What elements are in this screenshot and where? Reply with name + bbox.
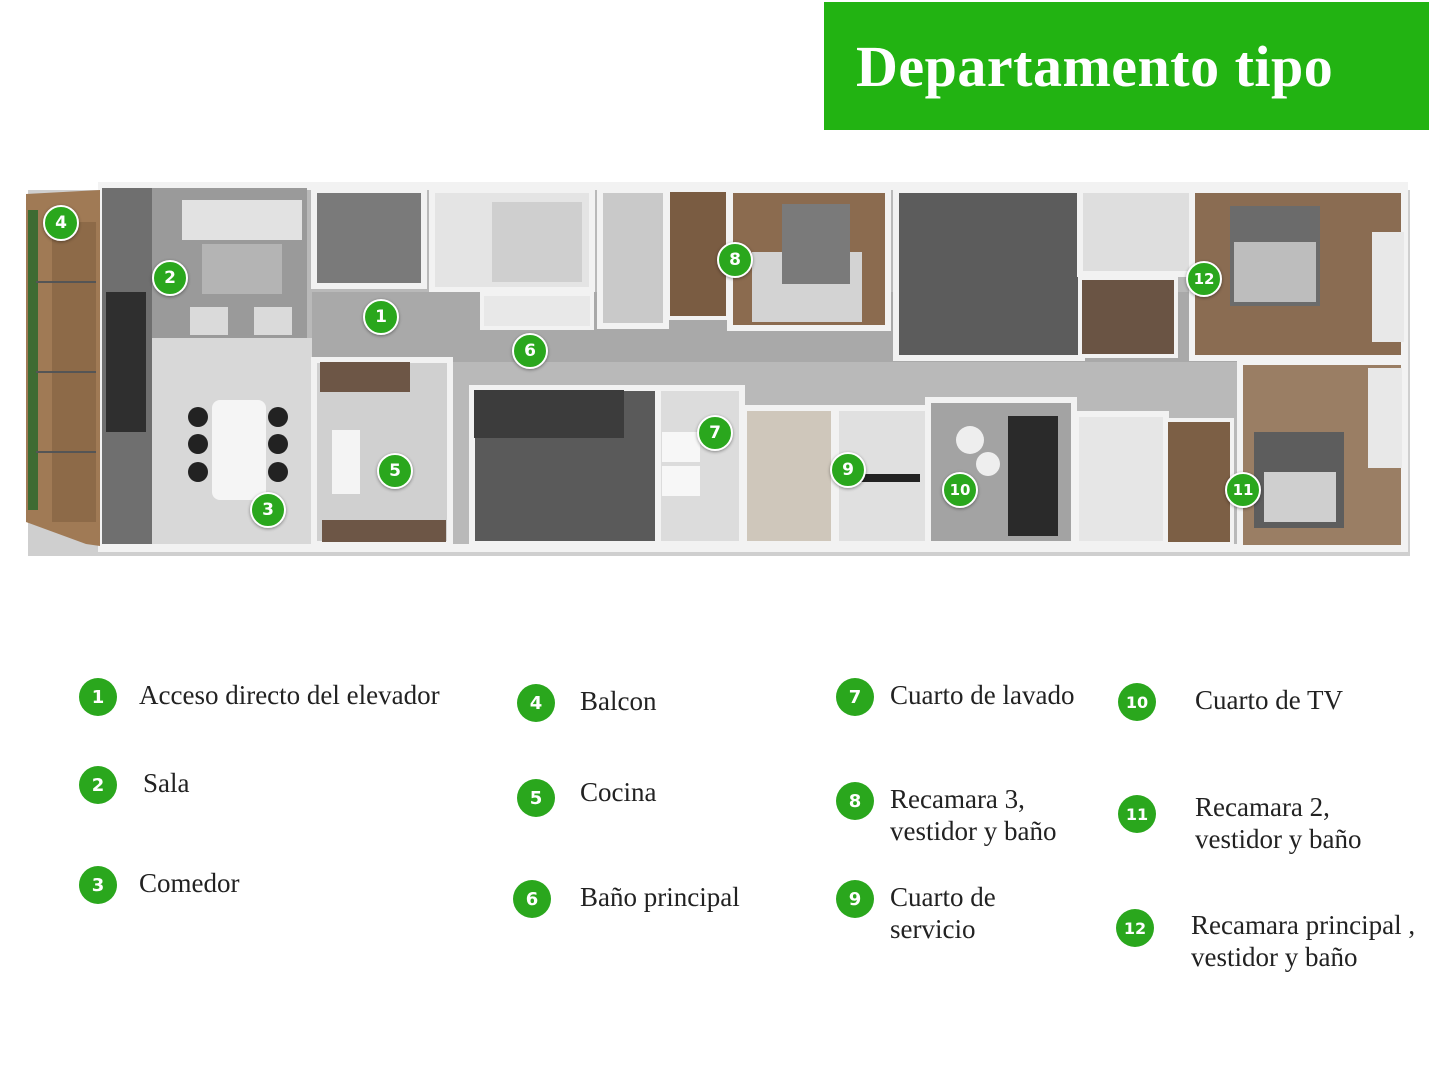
plan-marker-8: 8: [717, 242, 753, 278]
plan-marker-6: 6: [512, 333, 548, 369]
legend-badge: 5: [517, 779, 555, 817]
legend-badge: 6: [513, 880, 551, 918]
plan-marker-7: 7: [697, 415, 733, 451]
plan-marker-4: 4: [43, 205, 79, 241]
legend-badge: 7: [836, 678, 874, 716]
legend-label: Acceso directo del elevador: [139, 680, 440, 710]
legend-item-7: [836, 678, 1074, 716]
legend-item-1: [79, 678, 440, 716]
legend-badge: 10: [1118, 683, 1156, 721]
legend-item-10: [1118, 683, 1343, 721]
legend-label: Cocina: [580, 777, 657, 807]
legend-badge: 2: [79, 766, 117, 804]
legend-label: Sala: [143, 768, 190, 798]
legend-label: Cuarto de servicio: [890, 882, 996, 944]
plan-marker-12: 12: [1186, 261, 1222, 297]
legend-item-9: [836, 880, 996, 945]
legend-label: Cuarto de lavado: [890, 680, 1075, 710]
plan-marker-11: 11: [1225, 472, 1261, 508]
legend-label: Recamara principal , vestidor y baño: [1191, 910, 1416, 972]
legend-item-5: [517, 779, 656, 817]
legend-item-11: [1118, 792, 1362, 855]
legend-item-6: [513, 880, 740, 918]
plan-marker-1: 1: [363, 299, 399, 335]
legend-label: Comedor: [139, 868, 240, 898]
title-banner: [824, 2, 1429, 130]
floor-plan: [22, 182, 1412, 557]
legend-badge: 9: [836, 880, 874, 918]
legend-item-4: [517, 684, 656, 722]
legend-badge: 4: [517, 684, 555, 722]
plan-marker-3: 3: [250, 492, 286, 528]
legend-item-2: [79, 766, 190, 804]
legend-label: Recamara 3, vestidor y baño: [890, 784, 1057, 846]
legend-label: Recamara 2, vestidor y baño: [1195, 792, 1362, 854]
plan-marker-9: 9: [830, 452, 866, 488]
plan-marker-5: 5: [377, 453, 413, 489]
plan-marker-2: 2: [152, 260, 188, 296]
legend-badge: 1: [79, 678, 117, 716]
legend-item-12: [1116, 909, 1415, 973]
plan-marker-10: 10: [942, 472, 978, 508]
legend-label: Balcon: [580, 686, 657, 716]
page-title: Departamento tipo: [856, 33, 1334, 99]
legend-item-3: [79, 866, 240, 904]
legend-item-8: [836, 782, 1056, 847]
legend-badge: 11: [1118, 795, 1156, 833]
legend-label: Baño principal: [580, 882, 740, 912]
legend-badge: 12: [1116, 909, 1154, 947]
legend-badge: 3: [79, 866, 117, 904]
legend-badge: 8: [836, 782, 874, 820]
legend-label: Cuarto de TV: [1195, 685, 1343, 715]
